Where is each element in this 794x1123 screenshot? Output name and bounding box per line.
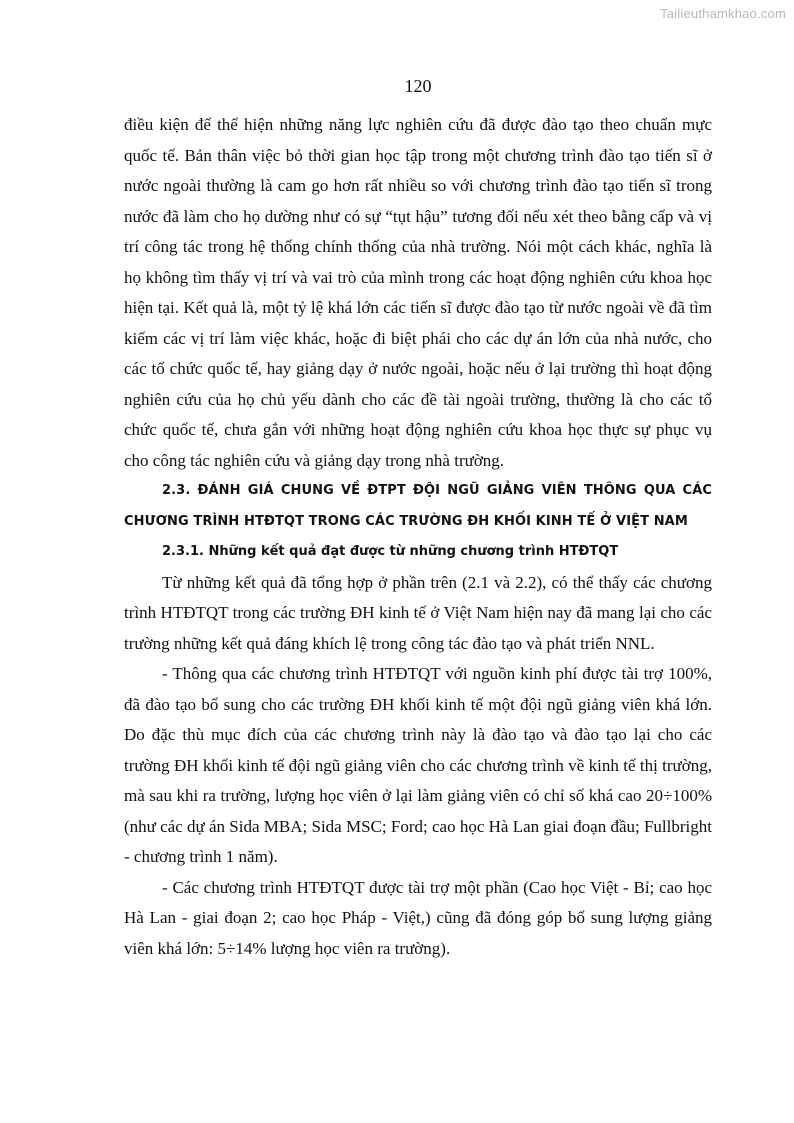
- section-heading-2-3: 2.3. ĐÁNH GIÁ CHUNG VỀ ĐTPT ĐỘI NGŨ GIẢNG VIÊN THÔNG QUA CÁC CHƯƠNG TRÌNH HTĐTQT TRONG CÁC TRƯỜNG ĐH KHỐI KINH TẾ Ở VIỆT NAM: [124, 483, 712, 529]
- document-body: [124, 110, 712, 964]
- watermark: Tailieuthamkhao.com: [660, 6, 786, 21]
- subsection-heading-2-3-1: 2.3.1. Những kết quả đạt được từ những chương trình HTĐTQT: [162, 544, 619, 559]
- paragraph-full-funding: - Thông qua các chương trình HTĐTQT với nguồn kinh phí được tài trợ 100%, đã đào tạo bổ sung cho các trường ĐH khối kinh tế một đội ngũ giảng viên khá lớn. Do đặc thù mục đích của các chương trình này là đào tạo và đào tạo lại cho các trường ĐH khối kinh tế đội ngũ giảng viên cho các chương trình về kinh tế thị trường, mà sau khi ra trường, lượng học viên ở lại làm giảng viên có chỉ số khá cao 20÷100% (như các dự án Sida MBA; Sida MSC; Ford; cao học Hà Lan giai đoạn đầu; Fullbright - chương trình 1 năm).: [124, 664, 712, 866]
- paragraph-continuation: điều kiện để thể hiện những năng lực nghiên cứu đã được đào tạo theo chuẩn mực quốc tế. Bản thân việc bỏ thời gian học tập trong một chương trình đào tạo tiến sĩ ở nước ngoài thường là cam go hơn rất nhiều so với chương trình đào tạo tiến sĩ trong nước đã làm cho họ dường như có sự “tụt hậu” tương đối nếu xét theo bằng cấp và vị trí công tác trong hệ thống chính thống của nhà trường. Nói một cách khác, nghĩa là họ không tìm thấy vị trí và vai trò của mình trong các hoạt động nghiên cứu khoa học hiện tại. Kết quả là, một tỷ lệ khá lớn các tiến sĩ được đào tạo từ nước ngoài về đã tìm kiếm các vị trí làm việc khác, hoặc đi biệt phái cho các dự án lớn của nhà nước, cho các tổ chức quốc tế, hay giảng dạy ở nước ngoài, hoặc nếu ở lại trường thì hoạt động nghiên cứu của họ chủ yếu dành cho các đề tài ngoài trường, thường là cho các tổ chức quốc tế, chưa gắn với những hoạt động nghiên cứu khoa học thực sự phục vụ cho công tác nghiên cứu và giảng dạy trong nhà trường.: [124, 115, 712, 470]
- paragraph-partial-funding: - Các chương trình HTĐTQT được tài trợ một phần (Cao học Việt - Bỉ; cao học Hà Lan - giai đoạn 2; cao học Pháp - Việt,) cũng đã đóng góp bổ sung lượng giảng viên khá lớn: 5÷14% lượng học viên ra trường).: [124, 877, 712, 958]
- paragraph-results-intro: Từ những kết quả đã tổng hợp ở phần trên (2.1 và 2.2), có thể thấy các chương trình HTĐTQT trong các trường ĐH kinh tế ở Việt Nam hiện nay đã mang lại cho các trường những kết quả đáng khích lệ trong công tác đào tạo và phát triển NNL.: [124, 572, 712, 653]
- page-number: 120: [404, 76, 432, 96]
